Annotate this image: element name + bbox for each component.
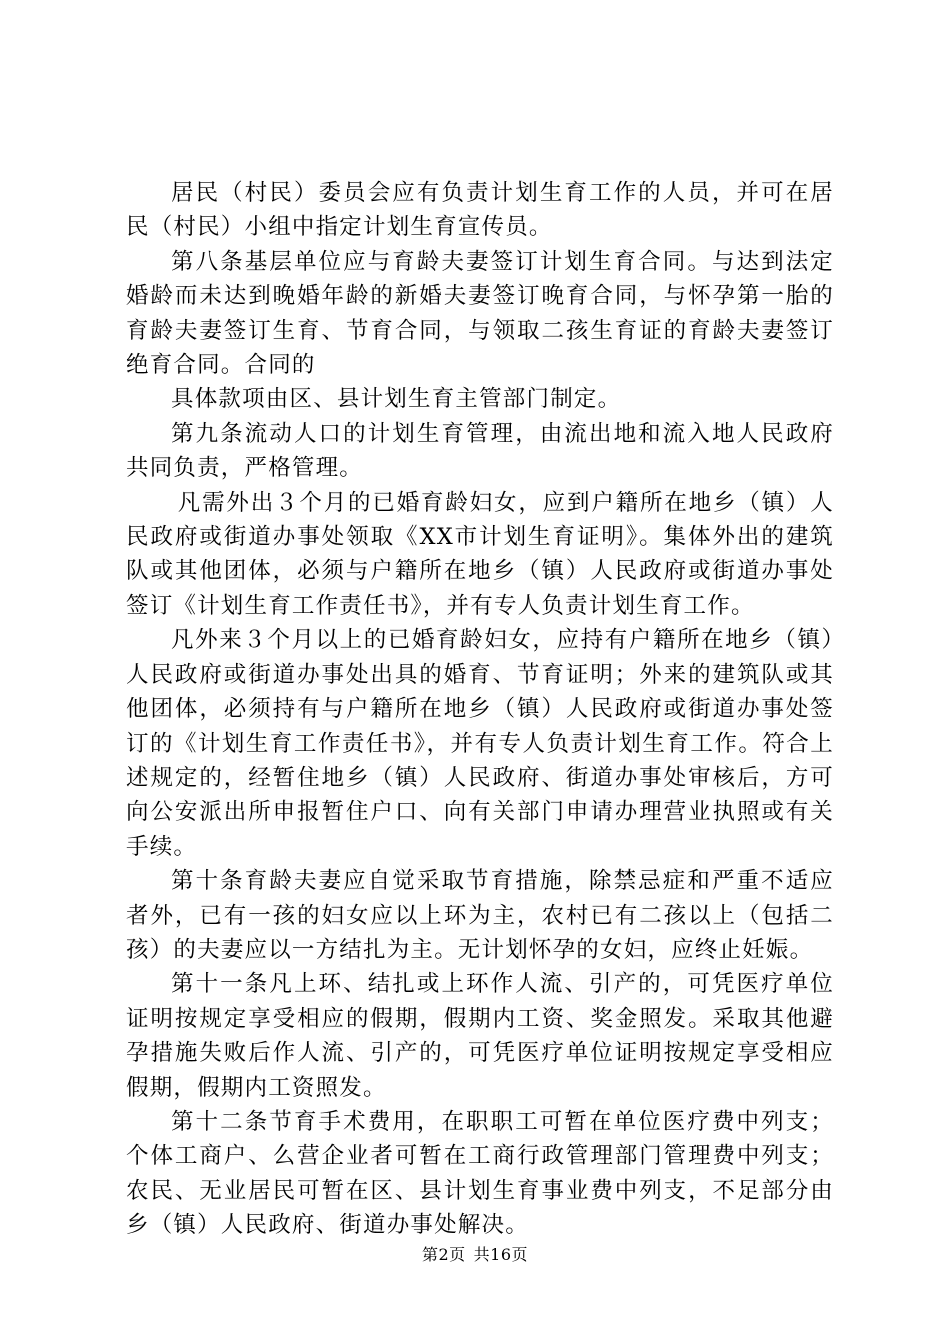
page-number: 第2页 — [421, 1245, 466, 1264]
paragraph-article-8-continued: 具体款项由区、县计划生育主管部门制定。 — [171, 386, 622, 413]
paragraph-outgoing-women: 凡需外出３个月的已婚育龄妇女，应到户籍所在地乡（镇）人民政府或街道办事处领取《XX市计划生育证明》。集体外出的建筑队或其他团体，必须与户籍所在地乡（镇）人民政府或街道办事处签订《计划生育工作责任书》，并有专人负责计划生育工作。 — [126, 489, 834, 619]
page-footer — [0, 1245, 950, 1265]
paragraph-article-11: 第十一条凡上环、结扎或上环作人流、引产的，可凭医疗单位证明按规定享受相应的假期，假期内工资、奖金照发。采取其他避孕措施失败后作人流、引产的，可凭医疗单位证明按规定享受相应假期，假期内工资照发。 — [126, 971, 834, 1101]
paragraph-article-10: 第十条育龄夫妻应自觉采取节育措施，除禁忌症和严重不适应者外，已有一孩的妇女应以上环为主，农村已有二孩以上（包括二孩）的夫妻应以一方结扎为主。无计划怀孕的女妇，应终止妊娠。 — [126, 868, 834, 963]
paragraph-committee-staff: 居民（村民）委员会应有负责计划生育工作的人员，并可在居民（村民）小组中指定计划生育宣传员。 — [126, 180, 834, 241]
paragraph-article-8: 第八条基层单位应与育龄夫妻签订计划生育合同。与达到法定婚龄而未达到晚婚年龄的新婚夫妻签订晚育合同，与怀孕第一胎的育龄夫妻签订生育、节育合同，与领取二孩生育证的育龄夫妻签订绝育合同。合同的 — [126, 248, 834, 379]
document-body — [126, 176, 834, 1243]
paragraph-article-12: 第十二条节育手术费用，在职职工可暂在单位医疗费中列支；个体工商户、么营企业者可暂在工商行政管理部门管理费中列支；农民、无业居民可暂在区、县计划生育事业费中列支，不足部分由乡（镇）人民政府、街道办事处解决。 — [126, 1108, 834, 1239]
paragraph-article-9: 第九条流动人口的计划生育管理，由流出地和流入地人民政府共同负责，严格管理。 — [126, 420, 834, 482]
paragraph-incoming-women: 凡外来３个月以上的已婚育龄妇女，应持有户籍所在地乡（镇）人民政府或街道办事处出具的婚育、节育证明；外来的建筑队或其他团体，必须持有与户籍所在地乡（镇）人民政府或街道办事处签订的《计划生育工作责任书》，并有专人负责计划生育工作。符合上述规定的，经暂住地乡（镇）人民政府、街道办事处审核后，方可向公安派出所申报暂住户口、向有关部门申请办理营业执照或有关手续。 — [126, 627, 834, 860]
page-total: 共16页 — [473, 1245, 529, 1264]
